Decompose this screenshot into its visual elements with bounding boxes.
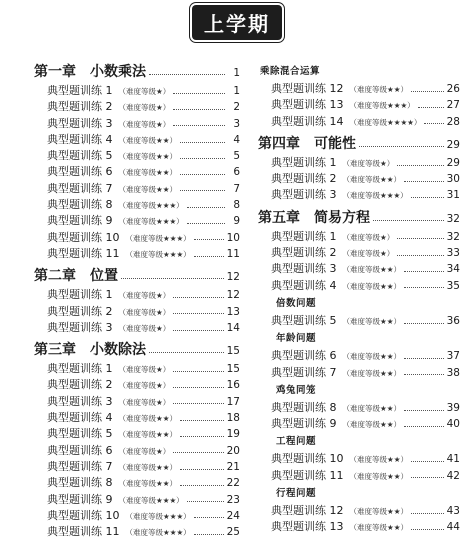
page-number: 20	[226, 444, 240, 457]
dot-leader	[404, 287, 444, 288]
page-number: 39	[446, 401, 460, 414]
entry-label: 典型题训练 3	[271, 262, 337, 276]
toc-entry[interactable]	[258, 278, 460, 294]
dot-leader	[173, 452, 223, 453]
dot-leader	[180, 420, 224, 421]
chapter-title: 简易方程	[314, 209, 370, 226]
entry-label: 典型题训练 4	[47, 132, 113, 146]
difficulty-rating: （难度等级★）	[118, 365, 171, 375]
toc-entry[interactable]	[258, 365, 460, 381]
entry-label: 典型题训练 7	[47, 181, 113, 195]
dot-leader	[359, 146, 444, 147]
page-number: 23	[226, 493, 240, 506]
difficulty-rating: （难度等级★★）	[342, 352, 401, 362]
dot-leader	[404, 181, 444, 182]
dot-leader	[404, 410, 444, 411]
difficulty-rating: （难度等级★★★）	[118, 495, 184, 505]
difficulty-rating: （难度等级★★）	[349, 471, 408, 481]
entry-label: 典型题训练 9	[47, 214, 113, 228]
difficulty-rating: （难度等级★）	[118, 103, 171, 113]
page-number: 36	[446, 314, 460, 327]
toc-entry[interactable]	[258, 229, 460, 245]
entry-label: 典型题训练 11	[47, 525, 120, 539]
toc-entry[interactable]	[258, 416, 460, 432]
difficulty-rating: （难度等级★★）	[118, 184, 177, 194]
difficulty-rating: （难度等级★★★）	[125, 511, 191, 521]
dot-leader	[194, 256, 224, 257]
page-number: 10	[226, 231, 240, 244]
difficulty-rating: （难度等级★★★）	[118, 201, 184, 211]
semester-title: 上学期	[192, 5, 282, 40]
page-number: 31	[446, 189, 460, 202]
entry-label: 典型题训练 13	[271, 520, 344, 534]
dot-leader	[149, 352, 224, 353]
page-number: 11	[226, 247, 240, 260]
toc-entry[interactable]	[34, 83, 240, 99]
chapter-heading[interactable]	[34, 62, 240, 83]
page-number: 32	[446, 230, 460, 243]
dot-leader	[424, 123, 443, 124]
difficulty-rating: （难度等级★★）	[118, 414, 177, 424]
toc-entry[interactable]	[34, 181, 240, 197]
page-number: 35	[446, 279, 460, 292]
entry-label: 典型题训练 7	[47, 459, 113, 473]
difficulty-rating: （难度等级★）	[118, 397, 171, 407]
entry-label: 典型题训练 4	[271, 278, 337, 292]
page-number: 44	[446, 521, 460, 534]
dot-leader	[404, 426, 444, 427]
difficulty-rating: （难度等级★）	[118, 381, 171, 391]
difficulty-rating: （难度等级★★）	[118, 135, 177, 145]
dot-leader	[180, 485, 224, 486]
toc-entry[interactable]	[34, 197, 240, 213]
difficulty-rating: （难度等级★★）	[118, 462, 177, 472]
chapter-number: 第三章	[34, 342, 76, 359]
difficulty-rating: （难度等级★）	[118, 307, 171, 317]
page-number: 1	[233, 85, 240, 97]
page-number: 43	[446, 505, 460, 518]
difficulty-rating: （难度等级★）	[118, 119, 171, 129]
entry-label: 典型题训练 9	[271, 417, 337, 431]
entry-label: 典型题训练 2	[271, 172, 337, 186]
entry-label: 典型题训练 13	[271, 98, 344, 112]
difficulty-rating: （难度等级★）	[118, 87, 171, 96]
dot-leader	[180, 174, 225, 175]
toc-entry[interactable]	[34, 132, 240, 148]
entry-label: 典型题训练 3	[47, 394, 113, 408]
entry-label: 典型题训练 5	[271, 313, 337, 327]
entry-label: 典型题训练 2	[47, 378, 113, 392]
dot-leader	[180, 469, 224, 470]
toc-entry[interactable]	[34, 475, 240, 491]
entry-label: 典型题训练 10	[47, 508, 120, 522]
entry-label: 典型题训练 1	[47, 288, 113, 302]
toc-entry[interactable]	[258, 97, 460, 113]
page-header	[0, 6, 474, 38]
toc-entry[interactable]	[34, 246, 240, 262]
difficulty-rating: （难度等级★★）	[349, 507, 408, 517]
dot-leader	[173, 125, 225, 126]
dot-leader	[373, 220, 444, 221]
difficulty-rating: （难度等级★★）	[118, 152, 177, 162]
dot-leader	[404, 374, 444, 375]
page-number: 12	[226, 289, 240, 302]
dot-leader	[173, 109, 225, 110]
toc-entry[interactable]	[34, 213, 240, 229]
entry-label: 典型题训练 1	[47, 84, 113, 97]
page-number: 22	[226, 477, 240, 490]
difficulty-rating: （难度等级★★★）	[342, 191, 408, 201]
entry-label: 典型题训练 7	[271, 365, 337, 379]
dot-leader	[397, 165, 443, 166]
toc-entry[interactable]	[258, 81, 460, 97]
topic-heading: 乘除混合运算	[260, 66, 321, 77]
chapter-number: 第一章	[34, 64, 76, 80]
dot-leader	[194, 517, 224, 518]
dot-leader	[404, 271, 444, 272]
page-number: 6	[233, 166, 240, 179]
entry-label: 典型题训练 6	[47, 165, 113, 179]
toc-entry[interactable]	[34, 164, 240, 180]
page-number: 33	[446, 247, 460, 260]
dot-leader	[418, 107, 444, 108]
page-number: 15	[226, 345, 240, 358]
toc-entry[interactable]	[258, 451, 460, 467]
difficulty-rating: （难度等级★★）	[342, 368, 401, 378]
page-number: 1	[233, 67, 240, 79]
difficulty-rating: （难度等级★★★）	[125, 528, 191, 538]
toc-entry[interactable]	[258, 468, 460, 484]
difficulty-rating: （难度等级★★）	[118, 479, 177, 489]
entry-label: 典型题训练 11	[271, 468, 344, 482]
difficulty-rating: （难度等级★★）	[118, 430, 177, 440]
difficulty-rating: （难度等级★★）	[342, 420, 401, 430]
toc-entry[interactable]	[34, 304, 240, 320]
chapter-title: 小数乘法	[90, 64, 146, 80]
difficulty-rating: （难度等级★）	[118, 446, 171, 456]
toc-entry[interactable]	[34, 320, 240, 336]
page-number: 25	[226, 526, 240, 539]
page-number: 30	[446, 173, 460, 186]
dot-leader	[411, 477, 444, 478]
dot-leader	[173, 371, 223, 372]
chapter-title: 小数除法	[90, 342, 146, 359]
page-number: 8	[233, 199, 240, 212]
dot-leader	[411, 461, 444, 462]
difficulty-rating: （难度等级★★）	[349, 85, 408, 94]
difficulty-rating: （难度等级★）	[118, 291, 171, 301]
page-number: 19	[226, 428, 240, 441]
chapter-title: 位置	[90, 268, 118, 285]
dot-leader	[194, 534, 224, 535]
toc-entry[interactable]	[258, 114, 460, 130]
dot-leader	[149, 74, 225, 75]
dot-leader	[173, 93, 225, 94]
page-number: 42	[446, 469, 460, 482]
dot-leader	[411, 91, 444, 92]
chapter-heading[interactable]	[258, 208, 460, 229]
toc-entry[interactable]	[34, 410, 240, 426]
chapter-title: 可能性	[314, 135, 356, 152]
dot-leader	[187, 501, 224, 502]
page-number: 32	[446, 212, 460, 225]
difficulty-rating: （难度等级★★）	[349, 455, 408, 465]
page-number: 13	[226, 305, 240, 318]
dot-leader	[180, 436, 224, 437]
page-number: 7	[233, 182, 240, 195]
entry-label: 典型题训练 2	[271, 246, 337, 260]
page-number: 41	[446, 453, 460, 466]
entry-label: 典型题训练 3	[47, 320, 113, 334]
dot-leader	[173, 403, 223, 404]
toc-left-column	[34, 62, 240, 540]
toc-entry[interactable]	[258, 348, 460, 364]
page-number: 38	[446, 366, 460, 379]
topic-heading: 年龄问题	[276, 333, 317, 345]
toc-entry[interactable]	[34, 443, 240, 459]
page-number: 40	[446, 418, 460, 431]
entry-label: 典型题训练 2	[47, 304, 113, 318]
dot-leader	[411, 513, 444, 514]
entry-label: 典型题训练 5	[47, 149, 113, 163]
page-number: 37	[446, 350, 460, 363]
difficulty-rating: （难度等级★★）	[118, 168, 177, 178]
toc-entry[interactable]	[34, 426, 240, 442]
page-number: 27	[446, 99, 460, 112]
difficulty-rating: （难度等级★）	[342, 232, 395, 242]
page-number: 34	[446, 263, 460, 276]
page-number: 26	[446, 83, 460, 95]
entry-label: 典型题训练 8	[47, 476, 113, 490]
dot-leader	[173, 297, 223, 298]
difficulty-rating: （难度等级★★★）	[125, 233, 191, 243]
chapter-number: 第四章	[258, 135, 300, 152]
chapter-heading[interactable]	[34, 340, 240, 361]
entry-label: 典型题训练 14	[271, 114, 344, 128]
difficulty-rating: （难度等级★★）	[342, 316, 401, 326]
dot-leader	[404, 358, 444, 359]
entry-label: 典型题训练 8	[271, 400, 337, 414]
difficulty-rating: （难度等级★★★）	[125, 249, 191, 259]
toc-entry[interactable]	[34, 287, 240, 303]
page-number: 15	[226, 363, 240, 376]
page-number: 9	[233, 215, 240, 228]
page-number: 3	[233, 117, 240, 130]
entry-label: 典型题训练 3	[271, 188, 337, 202]
topic-heading: 行程问题	[276, 488, 317, 500]
toc-entry[interactable]	[34, 459, 240, 475]
page-number: 12	[226, 271, 240, 284]
page-number: 29	[446, 156, 460, 169]
dot-leader	[173, 387, 223, 388]
entry-label: 典型题训练 6	[271, 349, 337, 363]
toc-entry[interactable]	[258, 155, 460, 171]
topic-heading: 倍数问题	[276, 297, 317, 309]
difficulty-rating: （难度等级★★）	[342, 175, 401, 185]
dot-leader	[180, 158, 225, 159]
entry-label: 典型题训练 6	[47, 443, 113, 457]
dot-leader	[180, 190, 225, 191]
entry-label: 典型题训练 12	[271, 82, 344, 95]
dot-leader	[404, 323, 444, 324]
toc-entry[interactable]	[34, 524, 240, 540]
toc-entry[interactable]	[258, 261, 460, 277]
page-number: 28	[446, 115, 460, 128]
toc-entry[interactable]	[258, 503, 460, 519]
difficulty-rating: （难度等级★★）	[349, 523, 408, 533]
dot-leader	[173, 330, 223, 331]
chapter-heading[interactable]	[34, 266, 240, 287]
entry-label: 典型题训练 10	[47, 230, 120, 244]
entry-label: 典型题训练 1	[271, 155, 337, 169]
entry-label: 典型题训练 12	[271, 504, 344, 518]
toc-entry[interactable]	[34, 492, 240, 508]
entry-label: 典型题训练 5	[47, 427, 113, 441]
difficulty-rating: （难度等级★★）	[342, 265, 401, 275]
toc-entry[interactable]	[34, 148, 240, 164]
toc-entry[interactable]	[258, 171, 460, 187]
dot-leader	[411, 197, 444, 198]
toc-entry[interactable]	[258, 313, 460, 329]
entry-label: 典型题训练 1	[47, 362, 113, 376]
chapter-number: 第二章	[34, 268, 76, 285]
page-number: 24	[226, 509, 240, 522]
toc-entry[interactable]	[258, 245, 460, 261]
difficulty-rating: （难度等级★★★）	[118, 217, 184, 227]
dot-leader	[187, 207, 225, 208]
difficulty-rating: （难度等级★★★）	[349, 101, 415, 111]
chapter-number: 第五章	[258, 209, 300, 226]
difficulty-rating: （难度等级★）	[342, 158, 395, 168]
entry-label: 典型题训练 11	[47, 246, 120, 260]
page-number: 14	[226, 321, 240, 334]
dot-leader	[397, 238, 443, 239]
page-number: 16	[226, 379, 240, 392]
toc-entry[interactable]	[258, 187, 460, 203]
page-number: 21	[226, 460, 240, 473]
page-number: 5	[233, 150, 240, 163]
entry-label: 典型题训练 9	[47, 492, 113, 506]
toc-right-column	[258, 62, 460, 536]
toc-entry[interactable]	[34, 394, 240, 410]
dot-leader	[121, 278, 224, 279]
dot-leader	[173, 313, 223, 314]
entry-label: 典型题训练 3	[47, 116, 113, 130]
dot-leader	[194, 239, 224, 240]
toc-entry[interactable]	[34, 361, 240, 377]
toc-entry[interactable]	[258, 519, 460, 535]
topic-heading: 工程问题	[276, 436, 317, 448]
entry-label: 典型题训练 8	[47, 198, 113, 212]
difficulty-rating: （难度等级★★）	[342, 403, 401, 413]
dot-leader	[397, 255, 443, 256]
entry-label: 典型题训练 1	[271, 229, 337, 243]
entry-label: 典型题训练 2	[47, 100, 113, 114]
topic-heading: 鸡兔同笼	[276, 384, 317, 396]
toc-entry[interactable]	[34, 99, 240, 115]
page-number: 18	[226, 412, 240, 425]
entry-label: 典型题训练 10	[271, 452, 344, 466]
toc-entry[interactable]	[34, 230, 240, 246]
chapter-heading[interactable]	[258, 134, 460, 155]
difficulty-rating: （难度等级★）	[118, 323, 171, 333]
toc-entry[interactable]	[258, 400, 460, 416]
page-number: 4	[233, 133, 240, 146]
toc-entry[interactable]	[34, 508, 240, 524]
difficulty-rating: （难度等级★★）	[342, 281, 401, 291]
toc-entry[interactable]	[34, 116, 240, 132]
page-number: 29	[446, 138, 460, 151]
toc-entry[interactable]	[34, 377, 240, 393]
page-number: 2	[233, 101, 240, 114]
dot-leader	[187, 223, 225, 224]
dot-leader	[180, 142, 225, 143]
difficulty-rating: （难度等级★★★★）	[349, 117, 422, 127]
difficulty-rating: （难度等级★）	[342, 249, 395, 259]
entry-label: 典型题训练 4	[47, 411, 113, 425]
page-number: 17	[226, 395, 240, 408]
